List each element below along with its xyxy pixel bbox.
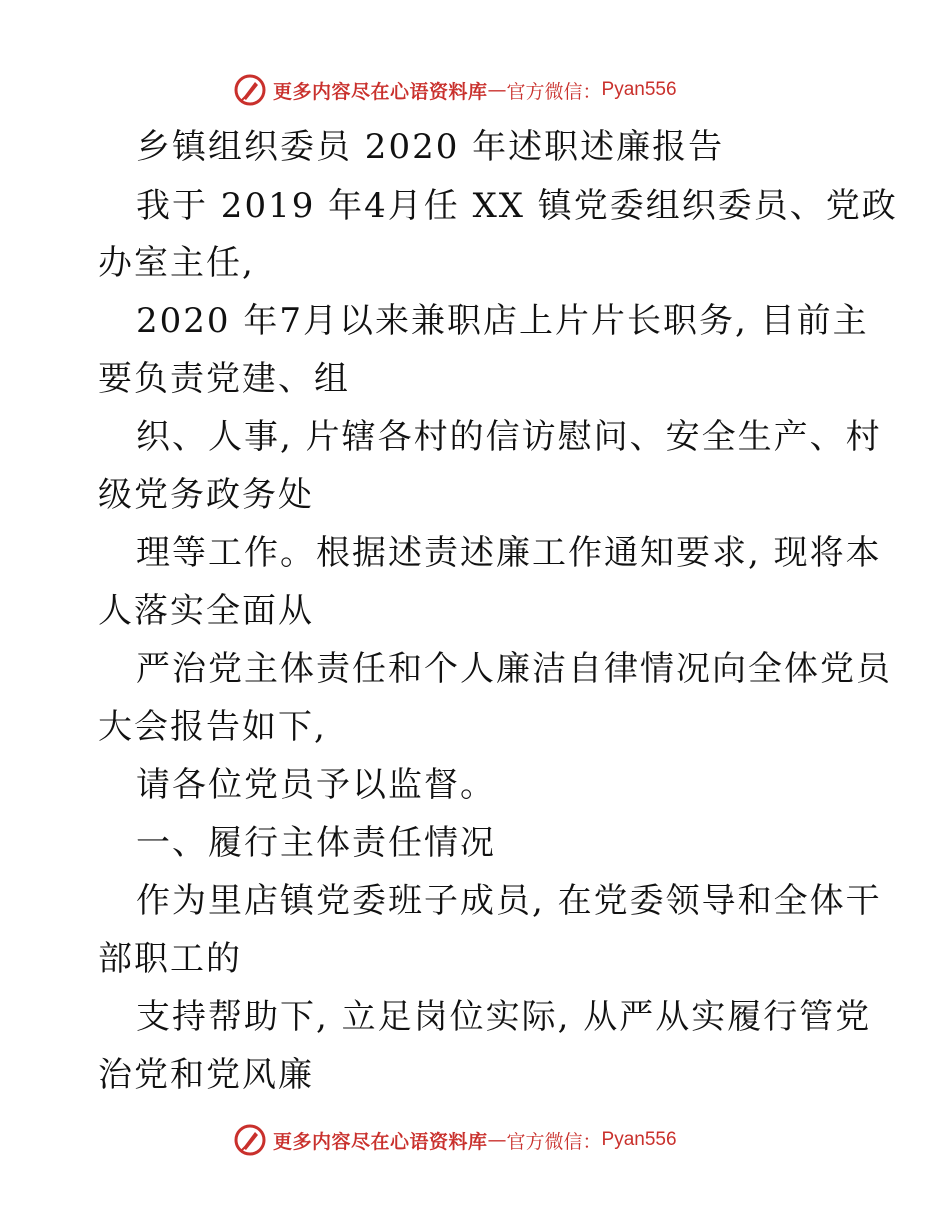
paragraph-line: 我于 2019 年4月任 XX 镇党委组织委员、党政: [136, 186, 898, 226]
paragraph-line: 大会报告如下,: [98, 707, 327, 747]
paragraph-line: 请各位党员予以监督。: [136, 765, 496, 805]
paragraph-line: 理等工作。根据述责述廉工作通知要求, 现将本: [136, 533, 882, 573]
header-watermark: [233, 72, 677, 108]
watermark-main-text: 更多内容尽在心语资料库: [273, 80, 488, 103]
paragraph-line: 办室主任,: [98, 243, 255, 283]
quill-logo-icon: [233, 73, 267, 107]
paragraph-line: 级党务政务处: [98, 475, 314, 515]
paragraph-line: 严治党主体责任和个人廉洁自律情况向全体党员: [136, 649, 892, 689]
watermark-main-text: 更多内容尽在心语资料库: [273, 1130, 488, 1153]
watermark-separator: —: [487, 79, 507, 101]
document-title: 乡镇组织委员 2020 年述职述廉报告: [136, 127, 725, 167]
watermark-wechat-id: Pyan556: [601, 1129, 677, 1150]
quill-logo-icon: [233, 1123, 267, 1157]
paragraph-line: 支持帮助下, 立足岗位实际, 从严从实履行管党: [136, 997, 872, 1037]
paragraph-line: 2020 年7月以来兼职店上片片长职务, 目前主: [136, 301, 869, 341]
paragraph-line: 人落实全面从: [98, 591, 314, 631]
paragraph-line: 要负责党建、组: [98, 359, 350, 399]
watermark-wechat-label: 官方微信：: [506, 1130, 602, 1153]
watermark-separator: —: [487, 1129, 507, 1151]
paragraph-line: 织、人事, 片辖各村的信访慰问、安全生产、村: [136, 417, 882, 457]
paragraph-line: 作为里店镇党委班子成员, 在党委领导和全体干: [136, 881, 882, 921]
paragraph-line: 治党和党风廉: [98, 1055, 314, 1095]
watermark-wechat-label: 官方微信：: [506, 80, 602, 103]
watermark-wechat-id: Pyan556: [601, 79, 677, 100]
section-heading: 一、履行主体责任情况: [136, 823, 496, 863]
footer-watermark: [233, 1122, 677, 1158]
paragraph-line: 部职工的: [98, 939, 242, 979]
